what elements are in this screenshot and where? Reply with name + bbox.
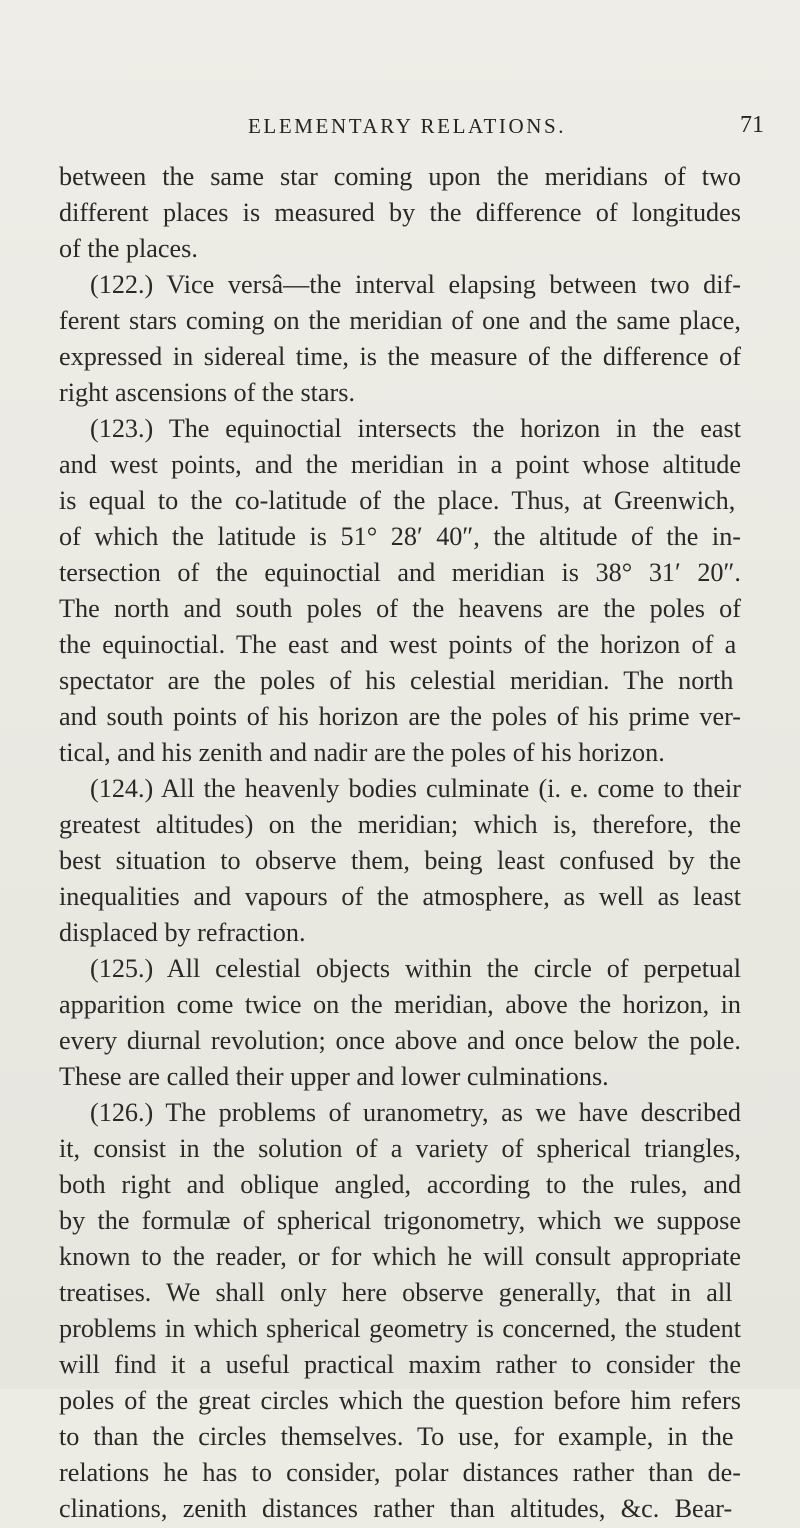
text-line: the equinoctial. The east and west points of the horizon of a (59, 630, 737, 659)
text-line: tical, and his zenith and nadir are the poles of his horizon. (59, 738, 665, 767)
page-header (0, 114, 800, 154)
text-line: (122.) Vice versâ—the interval elapsing between two dif- (90, 270, 741, 299)
text-line: right ascensions of the stars. (59, 378, 356, 407)
text-line: problems in which spherical geometry is concerned, the student (59, 1314, 741, 1343)
text-line: poles of the great circles which the question before him refers (59, 1386, 741, 1415)
text-line: tersection of the equinoctial and meridian is 38° 31′ 20″. (59, 558, 741, 587)
text-line: treatises. We shall only here observe generally, that in all (59, 1278, 733, 1307)
running-head: ELEMENTARY RELATIONS. (248, 114, 567, 138)
text-line: These are called their upper and lower culminations. (59, 1062, 609, 1091)
text-line: of the places. (59, 234, 198, 263)
text-line: is equal to the co-latitude of the place. Thus, at Greenwich, (59, 486, 736, 515)
text-line: apparition come twice on the meridian, above the horizon, in (59, 990, 742, 1019)
text-line: to than the circles themselves. To use, for example, in the (59, 1422, 734, 1451)
text-line: best situation to observe them, being least confused by the (59, 846, 742, 875)
text-line: it, consist in the solution of a variety of spherical triangles, (59, 1134, 741, 1163)
text-line: (124.) All the heavenly bodies culminate (i. e. come to their (90, 774, 741, 803)
text-line: between the same star coming upon the meridians of two (59, 162, 742, 191)
text-line: and west points, and the meridian in a point whose altitude (59, 450, 742, 479)
text-line: and south points of his horizon are the poles of his prime ver- (59, 702, 742, 731)
text-line: every diurnal revolution; once above and once below the pole. (59, 1026, 741, 1055)
text-line: inequalities and vapours of the atmosphere, as well as least (59, 882, 742, 911)
text-line: spectator are the poles of his celestial meridian. The north (59, 666, 734, 695)
text-line: displaced by refraction. (59, 918, 306, 947)
text-line: The north and south poles of the heavens are the poles of (59, 594, 741, 623)
page-number: 71 (740, 112, 764, 138)
text-line: (125.) All celestial objects within the circle of perpetual (90, 954, 741, 983)
text-line: expressed in sidereal time, is the measure of the difference of (59, 342, 741, 371)
text-line: greatest altitudes) on the meridian; which is, therefore, the (59, 810, 741, 839)
text-line: (123.) The equinoctial intersects the horizon in the east (90, 414, 741, 443)
text-line: clinations, zenith distances rather than altitudes, &c. Bear- (59, 1494, 733, 1523)
text-line: different places is measured by the difference of longitudes (59, 198, 741, 227)
text-line: by the formulæ of spherical trigonometry, which we suppose (59, 1206, 741, 1235)
text-line: (126.) The problems of uranometry, as we have described (90, 1098, 741, 1127)
text-line: of which the latitude is 51° 28′ 40″, the altitude of the in- (59, 522, 742, 551)
text-line: known to the reader, or for which he will consult appropriate (59, 1242, 742, 1271)
text-line: both right and oblique angled, according to the rules, and (59, 1170, 742, 1199)
text-line: ferent stars coming on the meridian of one and the same place, (59, 306, 741, 335)
text-line: relations he has to consider, polar distances rather than de- (59, 1458, 741, 1487)
text-line: will find it a useful practical maxim rather to consider the (59, 1350, 741, 1379)
